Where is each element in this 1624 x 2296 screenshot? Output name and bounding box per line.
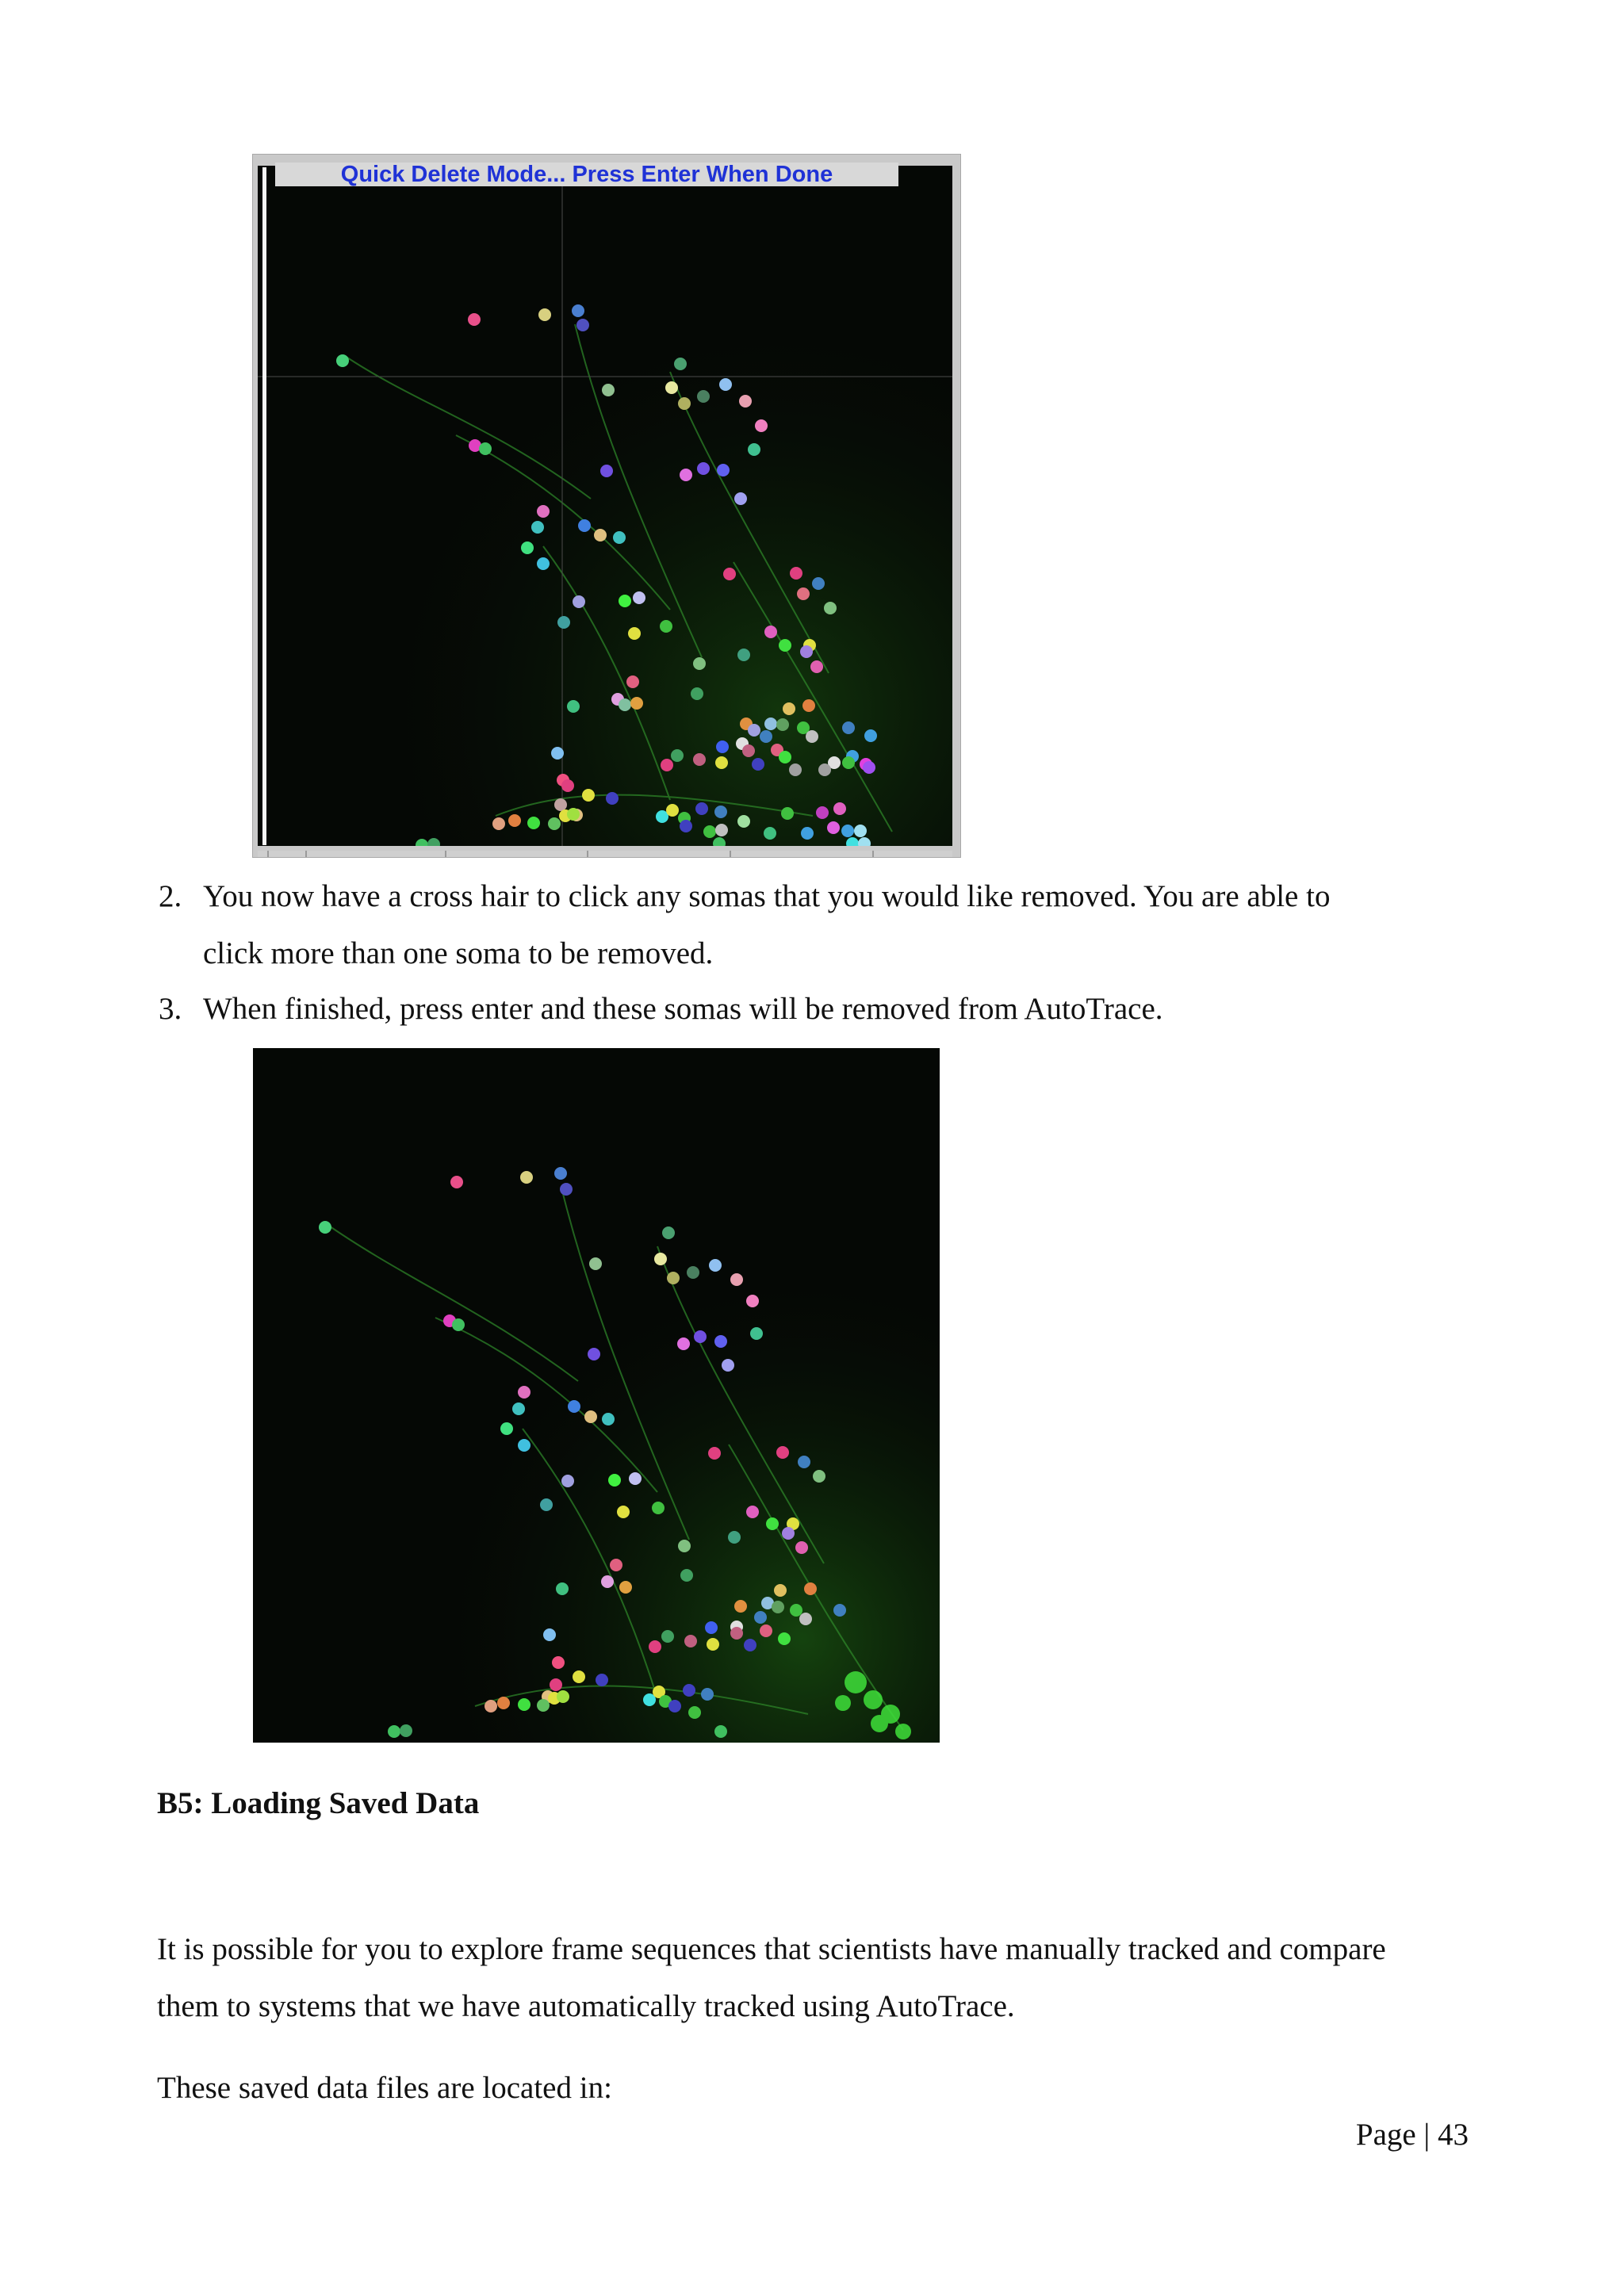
soma-marker[interactable] xyxy=(801,827,814,840)
soma-marker[interactable] xyxy=(714,1335,727,1348)
soma-marker[interactable] xyxy=(693,753,706,766)
soma-marker[interactable] xyxy=(652,1502,665,1514)
soma-marker[interactable] xyxy=(697,462,710,475)
soma-marker[interactable] xyxy=(816,806,829,819)
soma-marker[interactable] xyxy=(450,1176,463,1188)
soma-marker[interactable] xyxy=(719,378,732,391)
soma-marker[interactable] xyxy=(578,519,591,532)
soma-marker[interactable] xyxy=(666,804,679,817)
tab-divider xyxy=(445,851,446,857)
list-text-line: You now have a cross hair to click any somas that you would like removed. You are able to xyxy=(203,879,1331,913)
soma-marker[interactable] xyxy=(610,1559,622,1571)
tab-divider xyxy=(872,851,874,857)
soma-marker[interactable] xyxy=(774,1584,787,1597)
soma-marker[interactable] xyxy=(540,1498,553,1511)
soma-marker[interactable] xyxy=(518,1386,530,1399)
soma-marker[interactable] xyxy=(582,789,595,802)
soma-marker[interactable] xyxy=(584,1410,597,1423)
soma-marker[interactable] xyxy=(520,1171,533,1184)
soma-marker[interactable] xyxy=(752,758,764,771)
soma-marker[interactable] xyxy=(806,730,818,743)
soma-marker[interactable] xyxy=(567,808,580,821)
soma-marker[interactable] xyxy=(602,384,615,396)
soma-marker[interactable] xyxy=(678,1540,691,1552)
soma-marker[interactable] xyxy=(779,639,791,652)
soma-overlay xyxy=(258,166,952,846)
result-image xyxy=(253,1048,940,1743)
soma-marker[interactable] xyxy=(688,1706,701,1719)
soma-marker[interactable] xyxy=(730,1273,743,1286)
soma-marker[interactable] xyxy=(800,645,813,658)
soma-marker[interactable] xyxy=(755,419,768,432)
soma-marker[interactable] xyxy=(680,820,692,832)
soma-marker[interactable] xyxy=(680,1569,693,1582)
soma-marker[interactable] xyxy=(722,1359,734,1372)
soma-marker[interactable] xyxy=(628,627,641,640)
soma-marker[interactable] xyxy=(518,1698,530,1711)
soma-marker[interactable] xyxy=(512,1402,525,1415)
tab-divider xyxy=(730,851,731,857)
soma-marker[interactable] xyxy=(619,595,631,607)
soma-marker[interactable] xyxy=(715,824,728,836)
list-number: 2. xyxy=(159,879,182,913)
soma-marker[interactable] xyxy=(734,1600,747,1613)
soma-marker[interactable] xyxy=(557,616,570,629)
soma-marker[interactable] xyxy=(527,817,540,829)
soma-marker[interactable] xyxy=(572,304,584,317)
soma-marker[interactable] xyxy=(601,1575,614,1588)
soma-marker[interactable] xyxy=(739,395,752,408)
soma-marker[interactable] xyxy=(824,602,837,614)
soma-marker[interactable] xyxy=(319,1221,331,1234)
soma-marker[interactable] xyxy=(468,313,481,326)
soma-marker[interactable] xyxy=(500,1422,513,1435)
soma-marker[interactable] xyxy=(782,1527,795,1540)
tab-divider xyxy=(267,851,269,857)
soma-overlay xyxy=(253,1048,940,1743)
soma-marker[interactable] xyxy=(812,577,825,590)
soma-marker[interactable] xyxy=(661,759,673,771)
soma-marker[interactable] xyxy=(779,751,791,763)
soma-marker[interactable] xyxy=(799,1613,812,1625)
soma-marker[interactable] xyxy=(864,729,877,742)
soma-marker[interactable] xyxy=(336,354,349,367)
soma-marker[interactable] xyxy=(537,557,550,570)
soma-marker[interactable] xyxy=(537,1699,550,1712)
soma-marker[interactable] xyxy=(842,756,855,769)
soma-marker[interactable] xyxy=(671,749,684,762)
soma-marker[interactable] xyxy=(678,397,691,410)
soma-marker[interactable] xyxy=(854,825,867,837)
list-text-line: click more than one soma to be removed. xyxy=(203,936,714,970)
soma-marker[interactable] xyxy=(654,1253,667,1265)
soma-marker[interactable] xyxy=(680,469,692,481)
soma-marker[interactable] xyxy=(538,308,551,321)
soma-marker[interactable] xyxy=(485,1700,497,1712)
soma-marker[interactable] xyxy=(602,1413,615,1425)
soma-marker[interactable] xyxy=(629,1472,642,1485)
soma-marker[interactable] xyxy=(551,747,564,760)
soma-marker[interactable] xyxy=(717,464,730,476)
soma-marker[interactable] xyxy=(728,1531,741,1544)
soma-marker[interactable] xyxy=(795,1541,808,1554)
soma-marker[interactable] xyxy=(684,1635,697,1647)
soma-marker[interactable] xyxy=(693,657,706,670)
soma-marker[interactable] xyxy=(804,1582,817,1595)
soma-marker[interactable] xyxy=(764,827,776,840)
soma-marker[interactable] xyxy=(810,660,823,673)
soma-marker[interactable] xyxy=(697,390,710,403)
soma-marker[interactable] xyxy=(827,821,840,834)
soma-marker[interactable] xyxy=(508,814,521,827)
list-item xyxy=(159,981,1472,1038)
soma-marker[interactable] xyxy=(556,1582,569,1595)
soma-marker[interactable] xyxy=(600,465,613,477)
soma-marker[interactable] xyxy=(734,492,747,505)
soma-marker[interactable] xyxy=(714,1725,727,1738)
soma-marker[interactable] xyxy=(754,1611,767,1624)
list-number: 3. xyxy=(159,992,182,1026)
soma-marker[interactable] xyxy=(764,626,777,638)
soma-marker[interactable] xyxy=(797,587,810,600)
soma-marker[interactable] xyxy=(674,358,687,370)
soma-marker[interactable] xyxy=(668,1700,681,1712)
soma-marker[interactable] xyxy=(543,1628,556,1641)
soma-marker[interactable] xyxy=(630,697,643,710)
soma-marker[interactable] xyxy=(760,1624,772,1637)
soma-marker[interactable] xyxy=(781,807,794,820)
soma-marker[interactable] xyxy=(567,700,580,713)
soma-marker[interactable] xyxy=(531,521,544,534)
tab-divider xyxy=(305,851,307,857)
soma-marker[interactable] xyxy=(694,1330,707,1343)
soma-marker[interactable] xyxy=(573,595,585,608)
soma-marker[interactable] xyxy=(764,718,777,730)
soma-marker[interactable] xyxy=(863,761,875,774)
soma-marker[interactable] xyxy=(479,442,492,455)
soma-marker[interactable] xyxy=(661,1630,674,1643)
soma-marker[interactable] xyxy=(707,1638,719,1651)
soma-marker[interactable] xyxy=(841,825,854,837)
soma-marker[interactable] xyxy=(842,721,855,734)
soma-marker[interactable] xyxy=(554,1167,567,1180)
soma-marker[interactable] xyxy=(766,1517,779,1530)
paragraph-line: them to systems that we have automatically tracked using AutoTrace. xyxy=(157,1989,1015,2023)
soma-marker[interactable] xyxy=(608,1474,621,1487)
paragraph-line: It is possible for you to explore frame sequences that scientists have manually tracked and compare xyxy=(157,1932,1386,1966)
soma-marker[interactable] xyxy=(613,531,626,544)
soma-marker[interactable] xyxy=(554,798,567,811)
soma-marker[interactable] xyxy=(665,381,678,394)
soma-marker[interactable] xyxy=(742,744,755,757)
soma-marker[interactable] xyxy=(833,1604,846,1617)
soma-marker[interactable] xyxy=(667,1272,680,1284)
soma-marker[interactable] xyxy=(588,1348,600,1360)
soma-marker[interactable] xyxy=(760,730,772,743)
soma-marker[interactable] xyxy=(790,567,802,580)
quick-delete-banner: Quick Delete Mode... Press Enter When Done xyxy=(275,163,898,186)
soma-marker[interactable] xyxy=(750,1327,763,1340)
soma-marker[interactable] xyxy=(537,505,550,518)
soma-marker[interactable] xyxy=(695,802,708,815)
soma-marker[interactable] xyxy=(833,802,846,815)
soma-marker[interactable] xyxy=(687,1266,699,1279)
soma-marker[interactable] xyxy=(714,806,727,818)
soma-marker[interactable] xyxy=(798,1456,810,1468)
soma-marker[interactable] xyxy=(776,1446,789,1459)
soma-marker[interactable] xyxy=(701,1688,714,1701)
soma-marker[interactable] xyxy=(723,568,736,580)
soma-marker[interactable] xyxy=(606,792,619,805)
quick-delete-screenshot xyxy=(252,154,961,858)
soma-marker[interactable] xyxy=(691,687,703,700)
soma-marker[interactable] xyxy=(594,529,607,541)
soma-marker[interactable] xyxy=(561,779,574,792)
soma-marker[interactable] xyxy=(573,1670,585,1683)
soma-marker[interactable] xyxy=(662,1226,675,1239)
soma-marker[interactable] xyxy=(400,1724,412,1737)
soma-marker[interactable] xyxy=(548,817,561,830)
soma-marker[interactable] xyxy=(550,1678,562,1691)
soma-marker[interactable] xyxy=(748,724,760,737)
soma-marker[interactable] xyxy=(772,1601,784,1613)
soma-marker[interactable] xyxy=(737,815,750,828)
soma-marker[interactable] xyxy=(660,620,672,633)
soma-marker[interactable] xyxy=(789,763,802,776)
soma-marker[interactable] xyxy=(813,1470,825,1483)
soma-marker[interactable] xyxy=(746,1506,759,1518)
soma-marker[interactable] xyxy=(552,1656,565,1669)
soma-marker[interactable] xyxy=(626,675,639,688)
soma-marker[interactable] xyxy=(744,1639,756,1651)
scrollbar[interactable] xyxy=(262,167,266,845)
soma-marker[interactable] xyxy=(560,1183,573,1196)
soma-marker[interactable] xyxy=(708,1447,721,1460)
soma-marker[interactable] xyxy=(709,1259,722,1272)
soma-marker[interactable] xyxy=(802,699,815,712)
section-heading: B5: Loading Saved Data xyxy=(157,1786,480,1820)
soma-marker[interactable] xyxy=(677,1337,690,1350)
soma-marker[interactable] xyxy=(818,763,831,776)
page-number: Page | 43 xyxy=(1355,2118,1469,2152)
soma-marker[interactable] xyxy=(497,1697,510,1709)
soma-marker[interactable] xyxy=(589,1257,602,1270)
soma-marker[interactable] xyxy=(783,702,795,715)
soma-marker[interactable] xyxy=(619,1581,632,1594)
soma-marker[interactable] xyxy=(649,1640,661,1653)
paragraph: These saved data files are located in: xyxy=(157,2071,612,2105)
soma-marker[interactable] xyxy=(633,591,645,604)
soma-marker[interactable] xyxy=(748,443,760,456)
soma-marker[interactable] xyxy=(492,817,505,830)
soma-marker[interactable] xyxy=(388,1725,400,1738)
soma-marker[interactable] xyxy=(705,1621,718,1634)
soma-marker[interactable] xyxy=(518,1439,530,1452)
soma-marker[interactable] xyxy=(596,1674,608,1686)
tab-strip xyxy=(258,851,952,857)
soma-marker[interactable] xyxy=(452,1318,465,1331)
soma-marker[interactable] xyxy=(716,740,729,753)
soma-marker[interactable] xyxy=(790,1604,802,1617)
soma-marker[interactable] xyxy=(746,1295,759,1307)
soma-marker[interactable] xyxy=(561,1475,574,1487)
soma-marker[interactable] xyxy=(617,1506,630,1518)
soma-marker[interactable] xyxy=(576,319,589,331)
soma-marker[interactable] xyxy=(730,1627,743,1640)
soma-marker[interactable] xyxy=(778,1632,791,1645)
soma-marker[interactable] xyxy=(619,698,631,711)
soma-marker[interactable] xyxy=(521,541,534,554)
soma-marker[interactable] xyxy=(683,1684,695,1697)
soma-marker[interactable] xyxy=(776,718,789,731)
soma-marker[interactable] xyxy=(715,756,728,769)
soma-marker[interactable] xyxy=(703,825,716,838)
soma-marker[interactable] xyxy=(568,1400,580,1413)
cell-image-view[interactable] xyxy=(258,166,952,846)
list-text-line: When finished, press enter and these somas will be removed from AutoTrace. xyxy=(203,992,1163,1026)
soma-marker[interactable] xyxy=(557,1690,569,1703)
soma-marker[interactable] xyxy=(737,649,750,661)
tab-divider xyxy=(587,851,588,857)
list-item xyxy=(159,868,1472,982)
